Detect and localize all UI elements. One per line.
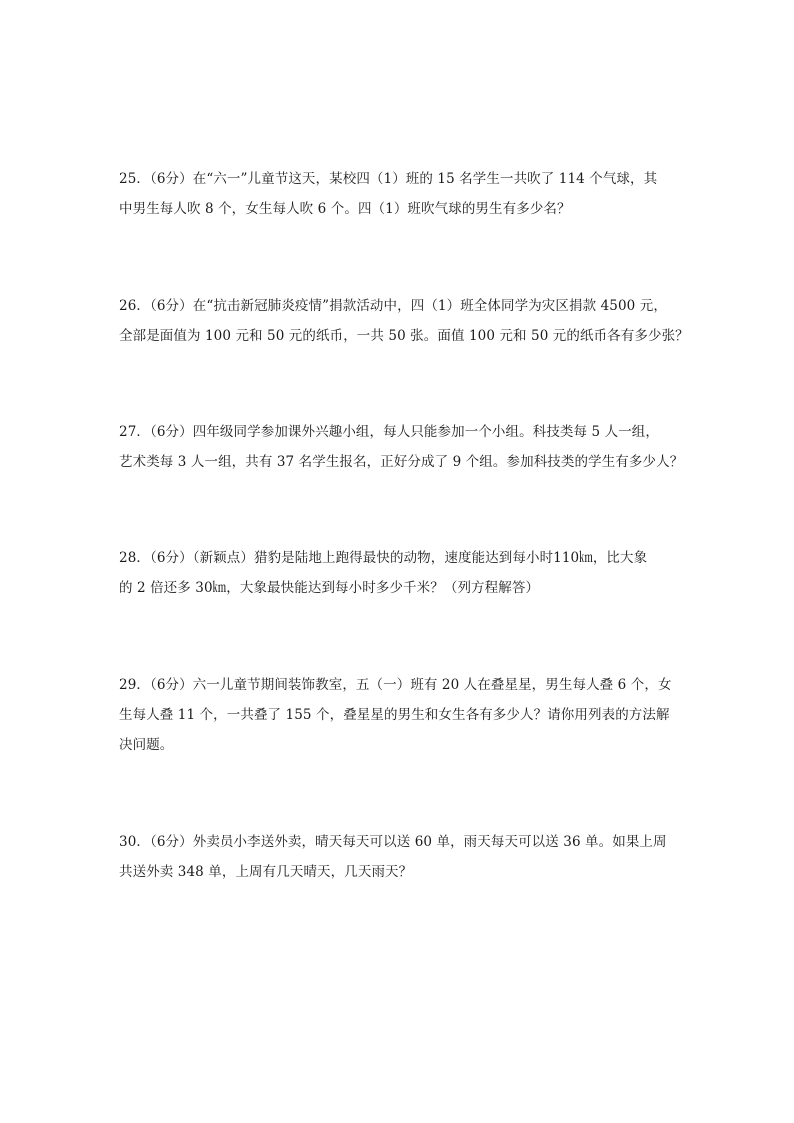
question-text-line: 共送外卖 348 单，上周有几天晴天，几天雨天？	[119, 864, 413, 880]
question-26	[119, 291, 689, 351]
question-text-line: 的 2 倍还多 30㎞，大象最快能达到每小时多少千米？（列方程解答）	[119, 580, 540, 596]
question-text-line: 27．（6分）四年级同学参加课外兴趣小组，每人只能参加一个小组。科技类每 5 人一组，	[119, 424, 659, 440]
question-27	[119, 417, 689, 477]
question-text-line: 30．（6分）外卖员小李送外卖，晴天每天可以送 60 单，雨天每天可以送 36 单。如果上周	[119, 834, 667, 850]
question-28	[119, 543, 689, 603]
question-text-line: 决问题。	[119, 737, 174, 753]
question-text-line: 29．（6分）六一儿童节期间装饰教室，五（一）班有 20 人在叠星星，男生每人叠 6 个，女	[119, 677, 672, 693]
question-text-line: 25．（6分）在“六一”儿童节这天，某校四（1）班的 15 名学生一共吹了 114 个气球，其	[119, 171, 658, 187]
question-25	[119, 164, 689, 224]
question-text-line: 全部是面值为 100 元和 50 元的纸币，一共 50 张。面值 100 元和 50 元的纸币各有多少张？	[119, 328, 689, 344]
question-29	[119, 670, 689, 760]
question-text-line: 26．（6分）在“抗击新冠肺炎疫情”捐款活动中，四（1）班全体同学为灾区捐款 4500 元，	[119, 298, 667, 314]
question-text-line: 艺术类每 3 人一组，共有 37 名学生报名，正好分成了 9 个组。参加科技类的学生有多少人？	[119, 454, 684, 470]
question-text-line: 中男生每人吹 8 个，女生每人吹 6 个。四（1）班吹气球的男生有多少名？	[119, 201, 571, 217]
question-text-line: 生每人叠 11 个，一共叠了 155 个，叠星星的男生和女生各有多少人？请你用列表的方法解	[119, 707, 670, 723]
question-30	[119, 827, 689, 887]
question-text-line: 28．（6分）（新颖点）猎豹是陆地上跑得最快的动物，速度能达到每小时110㎞，比大象	[119, 550, 648, 566]
